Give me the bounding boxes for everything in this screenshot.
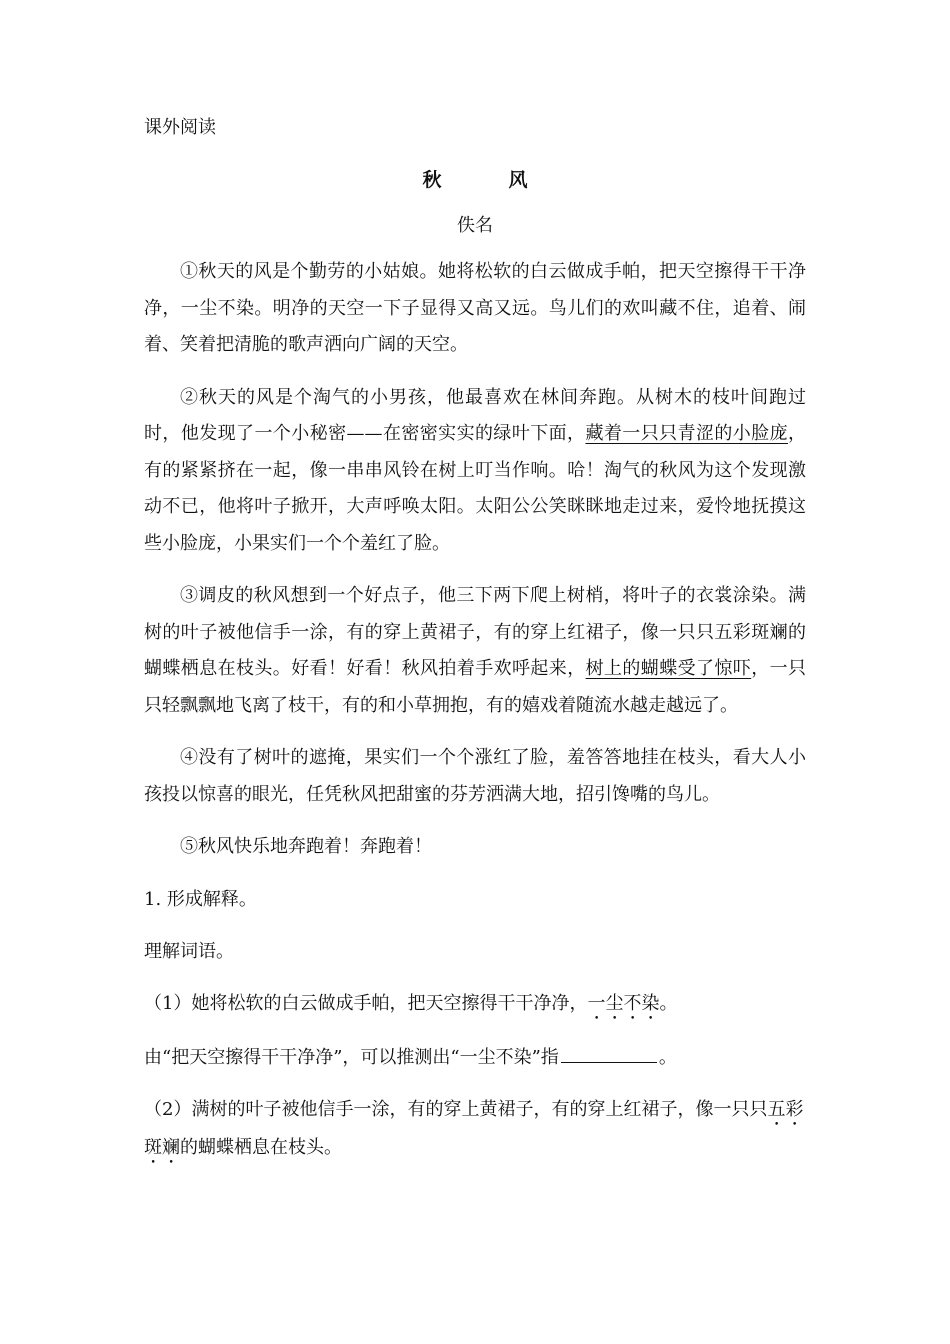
item-1-text-a: （1）她将松软的白云做成手帕，把天空擦得干干净净， xyxy=(144,992,588,1014)
paragraph-2 xyxy=(144,380,806,563)
document-page xyxy=(144,110,806,1178)
paragraph-2-text-a: ②秋天的风是个淘气的小男孩，他最喜欢在林间奔跑。从树木的枝叶间跑过时，他发现了一个小秘密——在密密实实的绿叶下面， xyxy=(144,386,806,444)
emphasized-term-2: 五彩斑斓 xyxy=(144,1098,804,1158)
question-item-2 xyxy=(144,1092,806,1168)
question-1-subtitle: 理解词语。 xyxy=(144,940,234,962)
underlined-phrase-1: 藏着一只只青涩的小脸庞 xyxy=(585,423,788,444)
answer-blank[interactable] xyxy=(561,1044,657,1063)
paragraph-3-text-b: ，一只只轻飘飘地飞离了枝干，有的和小草拥抱，有的嬉戏着随流水越走越远了。 xyxy=(144,658,807,716)
item-1-prompt-b: 。 xyxy=(658,1046,677,1068)
article-author: 佚名 xyxy=(457,215,493,236)
paragraph-3 xyxy=(144,578,806,724)
paragraph-2-text-b: ，有的紧紧挤在一起，像一串串风铃在树上叮当作响。哈！淘气的秋风为这个发现激动不已，他将叶子掀开，大声呼唤太阳。太阳公公笑眯眯地走过来，爱怜地抚摸这些小脸庞，小果实们一个个羞红了脸。 xyxy=(144,423,806,554)
item-2-text-a: （2）满树的叶子被他信手一涂，有的穿上黄裙子，有的穿上红裙子，像一只只 xyxy=(144,1098,768,1120)
question-1-title: 1. 形成解释。 xyxy=(144,888,257,910)
question-item-1-prompt xyxy=(144,1040,806,1076)
paragraph-1: ①秋天的风是个勤劳的小姑娘。她将松软的白云做成手帕，把天空擦得干干净净，一尘不染。明净的天空一下子显得又高又远。鸟儿们的欢叫藏不住，追着、闹着、笑着把清脆的歌声洒向广阔的天空。 xyxy=(144,261,806,355)
item-1-prompt-a: 由“把天空擦得干干净净”，可以推测出“一尘不染”指 xyxy=(144,1046,559,1068)
item-1-text-b: 。 xyxy=(659,992,678,1014)
article-title: 秋 风 xyxy=(422,169,552,191)
section-label: 课外阅读 xyxy=(144,117,216,138)
emphasized-term-1: 一尘不染 xyxy=(587,992,660,1014)
paragraph-3-text-a: ③调皮的秋风想到一个好点子，他三下两下爬上树梢，将叶子的衣裳涂染。满树的叶子被他信手一涂，有的穿上黄裙子，有的穿上红裙子，像一只只五彩斑斓的蝴蝶栖息在枝头。好看！好看！秋风拍着手欢呼起来， xyxy=(144,585,806,679)
paragraph-4: ④没有了树叶的遮掩，果实们一个个涨红了脸，羞答答地挂在枝头，看大人小孩投以惊喜的眼光，任凭秋风把甜蜜的芬芳洒满大地，招引馋嘴的鸟儿。 xyxy=(144,747,806,805)
paragraph-5: ⑤秋风快乐地奔跑着！奔跑着！ xyxy=(180,836,432,857)
item-2-text-b: 的蝴蝶栖息在枝头。 xyxy=(180,1136,342,1158)
question-item-1 xyxy=(144,986,806,1024)
underlined-phrase-2: 树上的蝴蝶受了惊吓 xyxy=(585,658,752,679)
